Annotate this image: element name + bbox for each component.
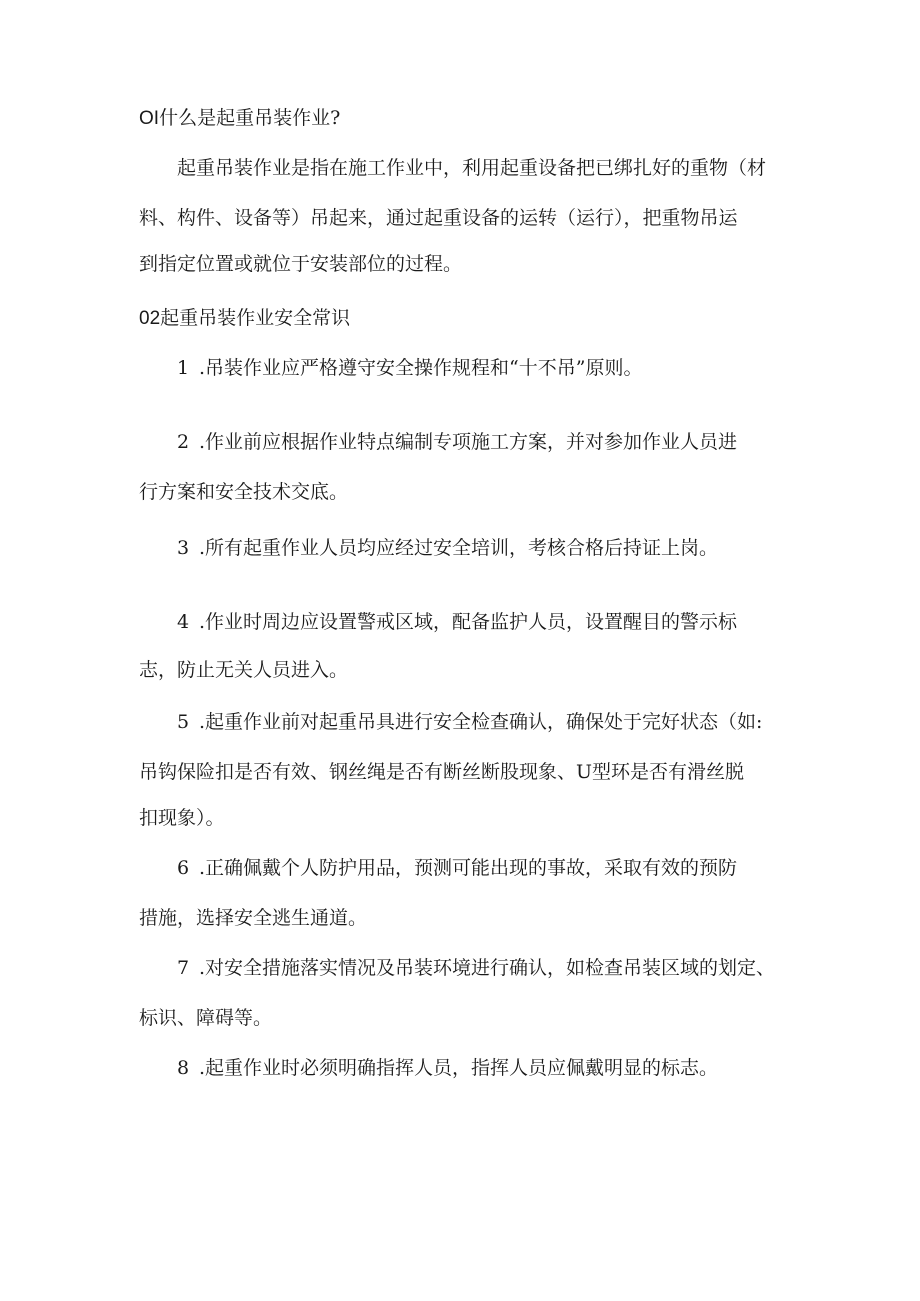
paragraph-line: 到指定位置或就位于安装部位的过程。 [139,253,463,275]
section-heading-2 [139,304,350,333]
section-number: OI [139,108,160,129]
list-item [177,428,737,456]
list-item-continuation: 标识、障碍等。 [139,1007,273,1029]
section-heading-1 [139,104,340,133]
list-item [177,354,642,382]
list-item-number: 6 [177,857,190,879]
list-item-text: .作业时周边应设置警戒区域，配备监护人员，设置醒目的警示标 [199,611,738,633]
list-item [177,854,737,882]
section-title: 起重吊装作业安全常识 [160,307,351,329]
list-item-text: .吊装作业应严格遵守安全操作规程和“十不吊”原则。 [199,357,643,379]
section-number: 02 [139,308,161,329]
list-item-text: .作业前应根据作业特点编制专项施工方案，并对参加作业人员进 [199,431,738,453]
list-item-continuation: 行方案和安全技术交底。 [139,481,349,503]
list-item [177,1054,718,1082]
list-item-text: .起重作业时必须明确指挥人员，指挥人员应佩戴明显的标志。 [199,1057,719,1079]
list-item-number: 4 [177,611,190,633]
list-item-number: 5 [177,711,190,733]
list-item-continuation: 措施，选择安全逃生通道。 [139,907,368,929]
paragraph-line: 起重吊装作业是指在施工作业中，利用起重设备把已绑扎好的重物（材 [177,157,767,179]
list-item-number: 2 [177,431,190,453]
list-item-number: 1 [177,357,190,379]
list-item-text: .所有起重作业人员均应经过安全培训，考核合格后持证上岗。 [199,537,719,559]
list-item [177,608,737,636]
list-item-number: 7 [177,957,190,979]
list-item-number: 8 [177,1057,190,1079]
list-item-text: .起重作业前对起重吊具进行安全检查确认，确保处于完好状态（如: [199,711,763,733]
section-title: 什么是起重吊装作业? [159,107,341,129]
list-item-continuation: 扣现象）。 [139,807,225,829]
list-item [177,954,775,982]
list-item [177,708,762,736]
list-item-text: .对安全措施落实情况及吊装环境进行确认，如检查吊装区域的划定、 [199,957,776,979]
list-item-text: .正确佩戴个人防护用品，预测可能出现的事故，采取有效的预防 [199,857,738,879]
list-item-continuation: 吊钩保险扣是否有效、钢丝绳是否有断丝断股现象、U型环是否有滑丝脱 [139,761,745,783]
paragraph-line: 料、构件、设备等）吊起来，通过起重设备的运转（运行），把重物吊运 [139,207,738,229]
list-item-number: 3 [177,537,190,559]
list-item-continuation: 志，防止无关人员进入。 [139,659,349,681]
list-item [177,534,718,562]
